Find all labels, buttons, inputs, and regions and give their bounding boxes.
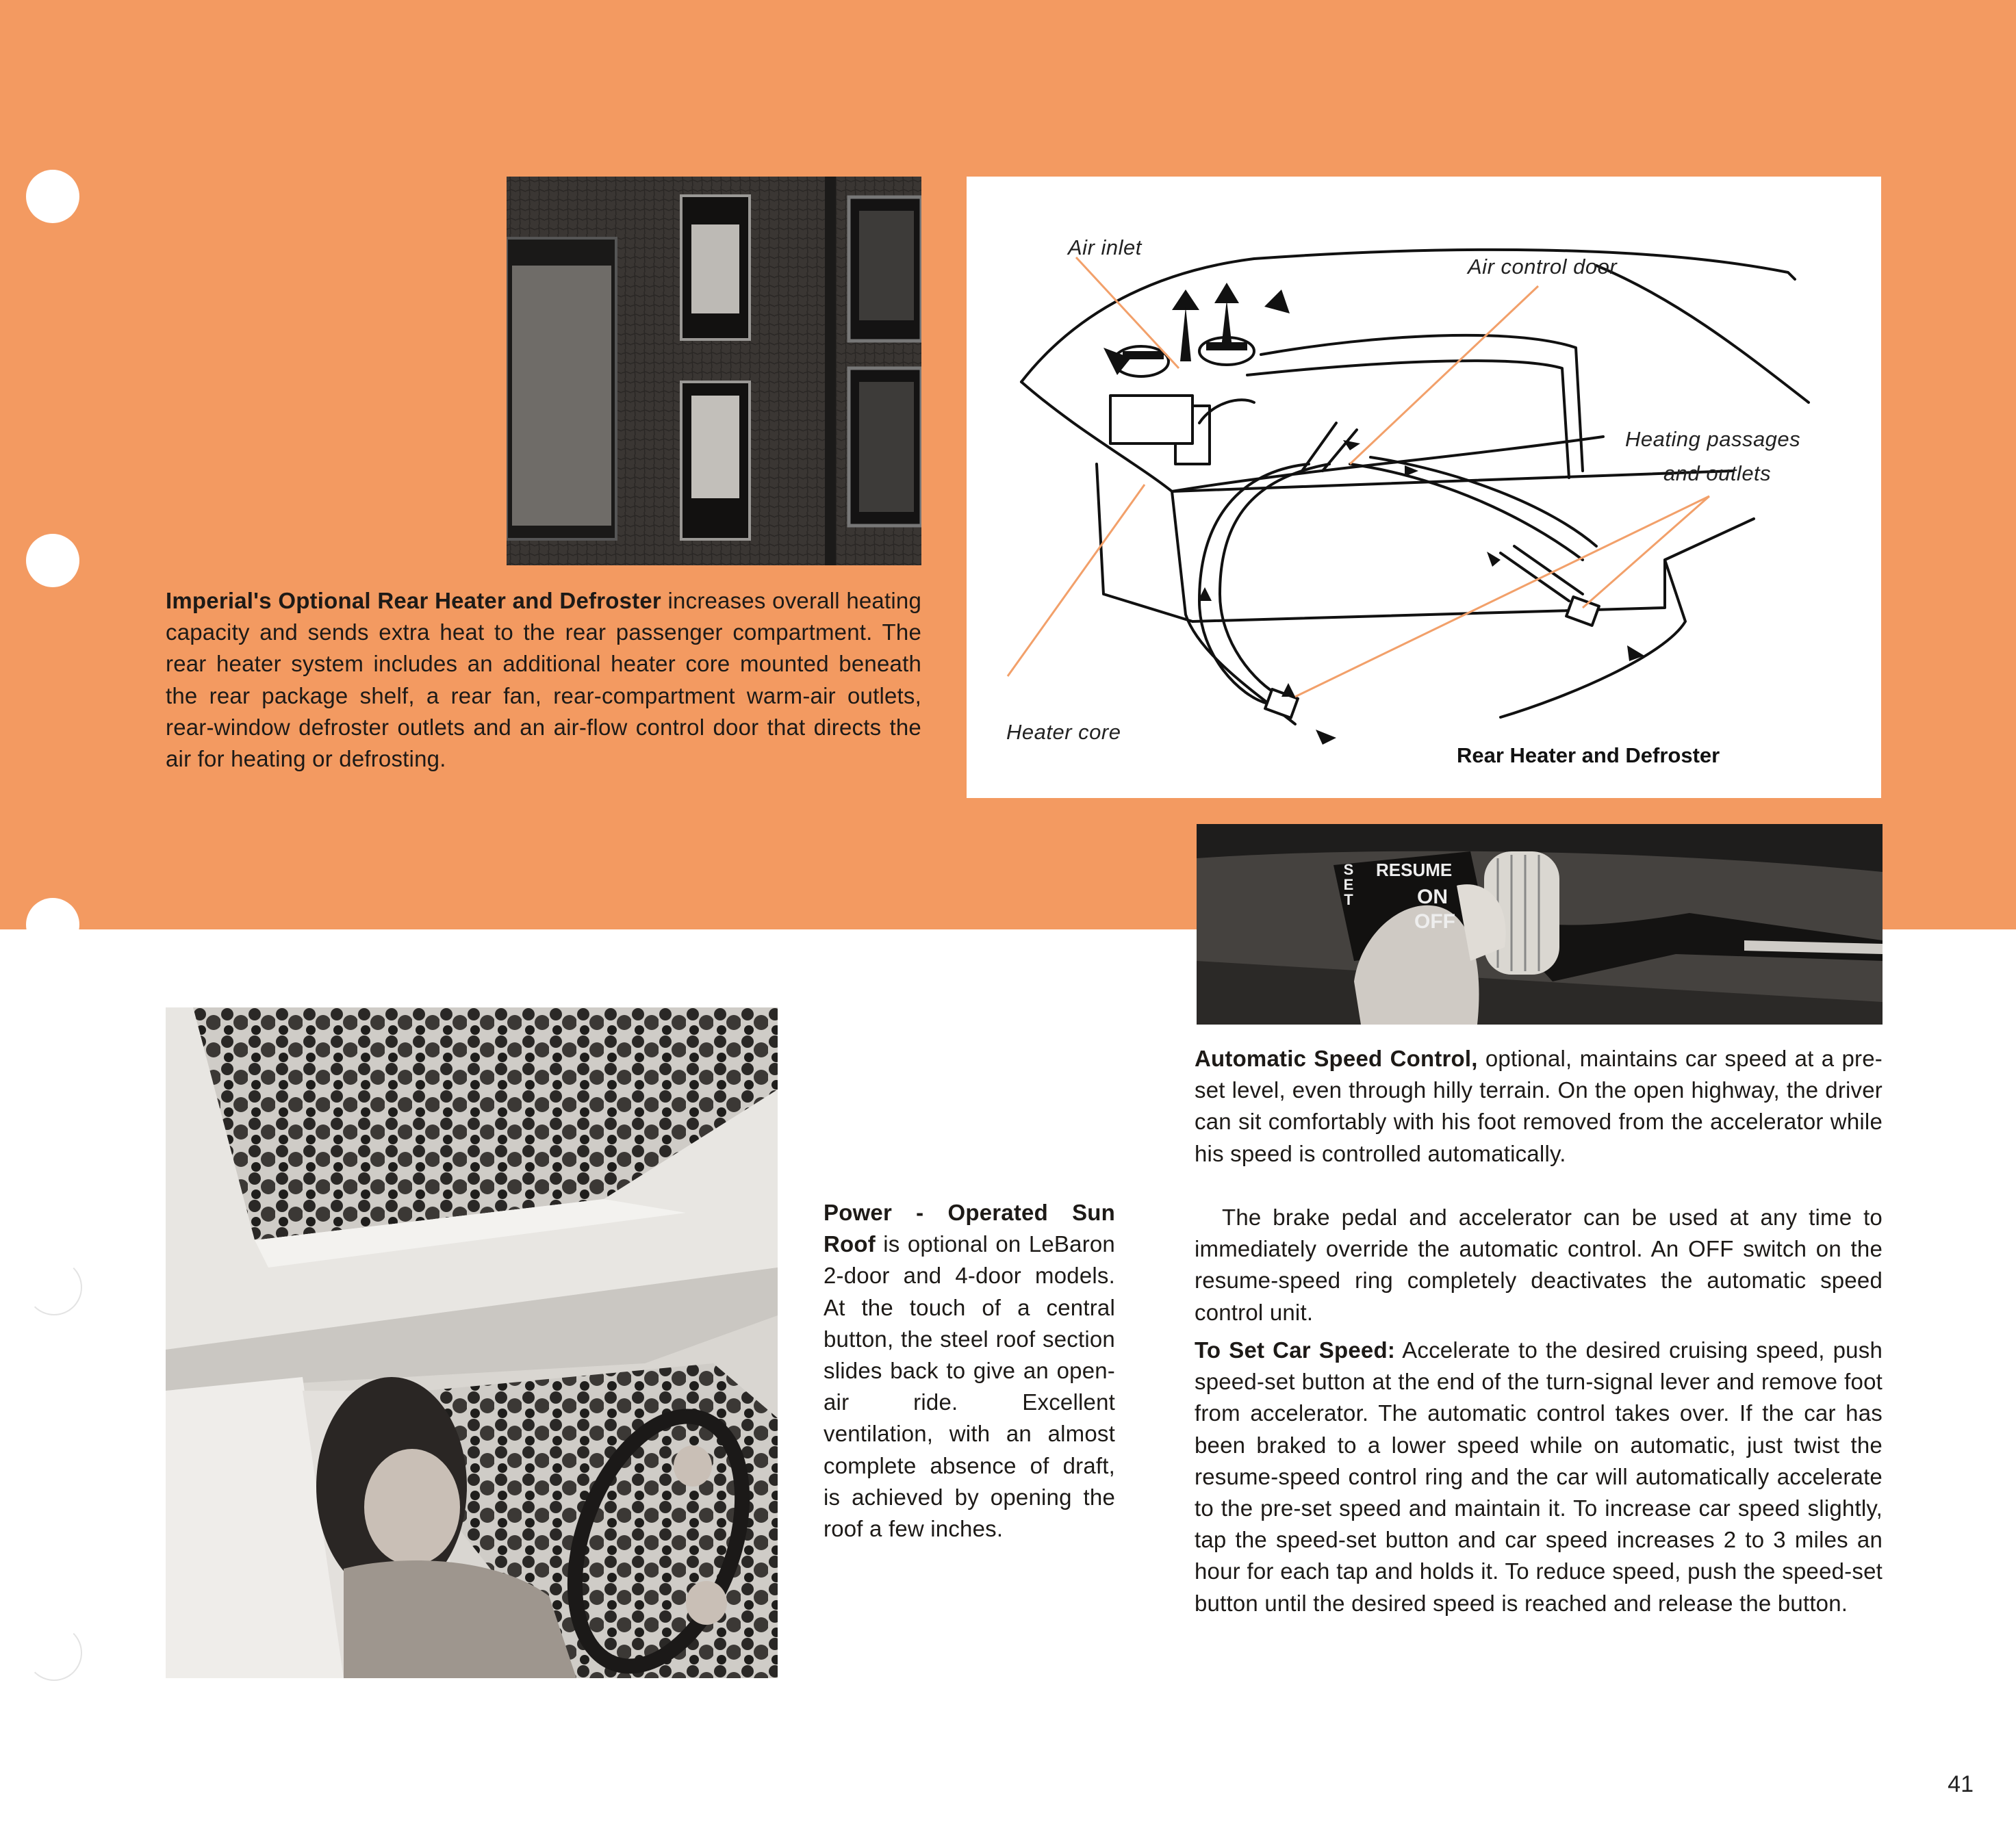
sun-roof-photo <box>166 1007 778 1678</box>
speed-control-photo <box>1197 824 1883 1025</box>
label-air-inlet: Air inlet <box>1068 235 1142 259</box>
binder-hole <box>26 898 79 951</box>
binder-hole <box>26 1625 82 1681</box>
rear-heater-title: Imperial's Optional Rear Heater and Defroster <box>166 588 661 613</box>
label-air-control-door: Air control door <box>1468 255 1618 279</box>
rear-heater-body: increases overall heating capacity and sends extra heat to the rear passenger compartment. The rear heater system includes an additional heater core mounted beneath the rear package shelf, a rear fan, rear-compartment warm-air outlets, rear-window defroster outlets and an air-flow control door that directs the air for heating or defrosting. <box>166 588 921 772</box>
speed-control-body: optional, maintains car speed at a pre-set level, even through hilly terrain. On the open highway, the driver can sit comfortably with his foot removed from the accelerator while his speed is controlled automatically. <box>1195 1046 1883 1166</box>
page-number: 41 <box>1948 1771 1974 1797</box>
knob-label-resume: RESUME <box>1376 860 1453 880</box>
speed-control-override-paragraph: The brake pedal and accelerator can be used at any time to immediately override the automatic control. An OFF switch on the resume-speed ring completely deactivates the automatic speed control unit. <box>1195 1205 1883 1325</box>
knob-label-on: ON <box>1417 886 1448 908</box>
diagram-illustration <box>967 177 1881 798</box>
label-heating-passages: Heating passages <box>1625 427 1801 451</box>
sun-roof-paragraph <box>824 1197 1115 1545</box>
set-car-speed-body: Accelerate to the desired cruising speed, push speed-set button at the end of the turn-signal lever and remove foot from accelerator. The automatic control takes over. If the car has been braked to a lower speed while on automatic, just twist the resume-speed control ring and the car will automatically accelerate to the pre-set speed and maintain it. To increase car speed slightly, tap the speed-set button and car speed increases 2 to 3 miles an hour for each tap and holds it. To reduce speed, push the speed-set button until the desired speed is reached and release the button. <box>1195 1337 1883 1616</box>
rear-heater-paragraph <box>166 585 921 775</box>
binder-hole <box>26 170 79 223</box>
knob-label-off: OFF <box>1414 910 1455 933</box>
sun-roof-title: Power - Operated Sun Roof <box>824 1200 1115 1257</box>
rear-heater-diagram <box>967 177 1881 798</box>
label-and-outlets: and outlets <box>1663 461 1772 485</box>
binder-hole <box>26 534 79 587</box>
label-heater-core: Heater core <box>1006 720 1121 744</box>
sun-roof-body: is optional on LeBaron 2-door and 4-door models. At the touch of a central button, the steel roof section slides back to give an open-air ride. Excellent ventilation, with an almost complete absence of draft, is achieved by opening the roof a few inches. <box>824 1231 1115 1542</box>
knob-label-set: SET <box>1343 861 1354 908</box>
binder-hole <box>26 1259 82 1315</box>
speed-control-paragraph <box>1195 1043 1883 1170</box>
diagram-caption: Rear Heater and Defroster <box>1457 743 1720 767</box>
set-car-speed-title: To Set Car Speed: <box>1195 1337 1396 1363</box>
speed-control-title: Automatic Speed Control, <box>1195 1046 1478 1071</box>
rear-heater-switch-photo <box>507 177 921 565</box>
set-car-speed-paragraph <box>1195 1335 1883 1619</box>
